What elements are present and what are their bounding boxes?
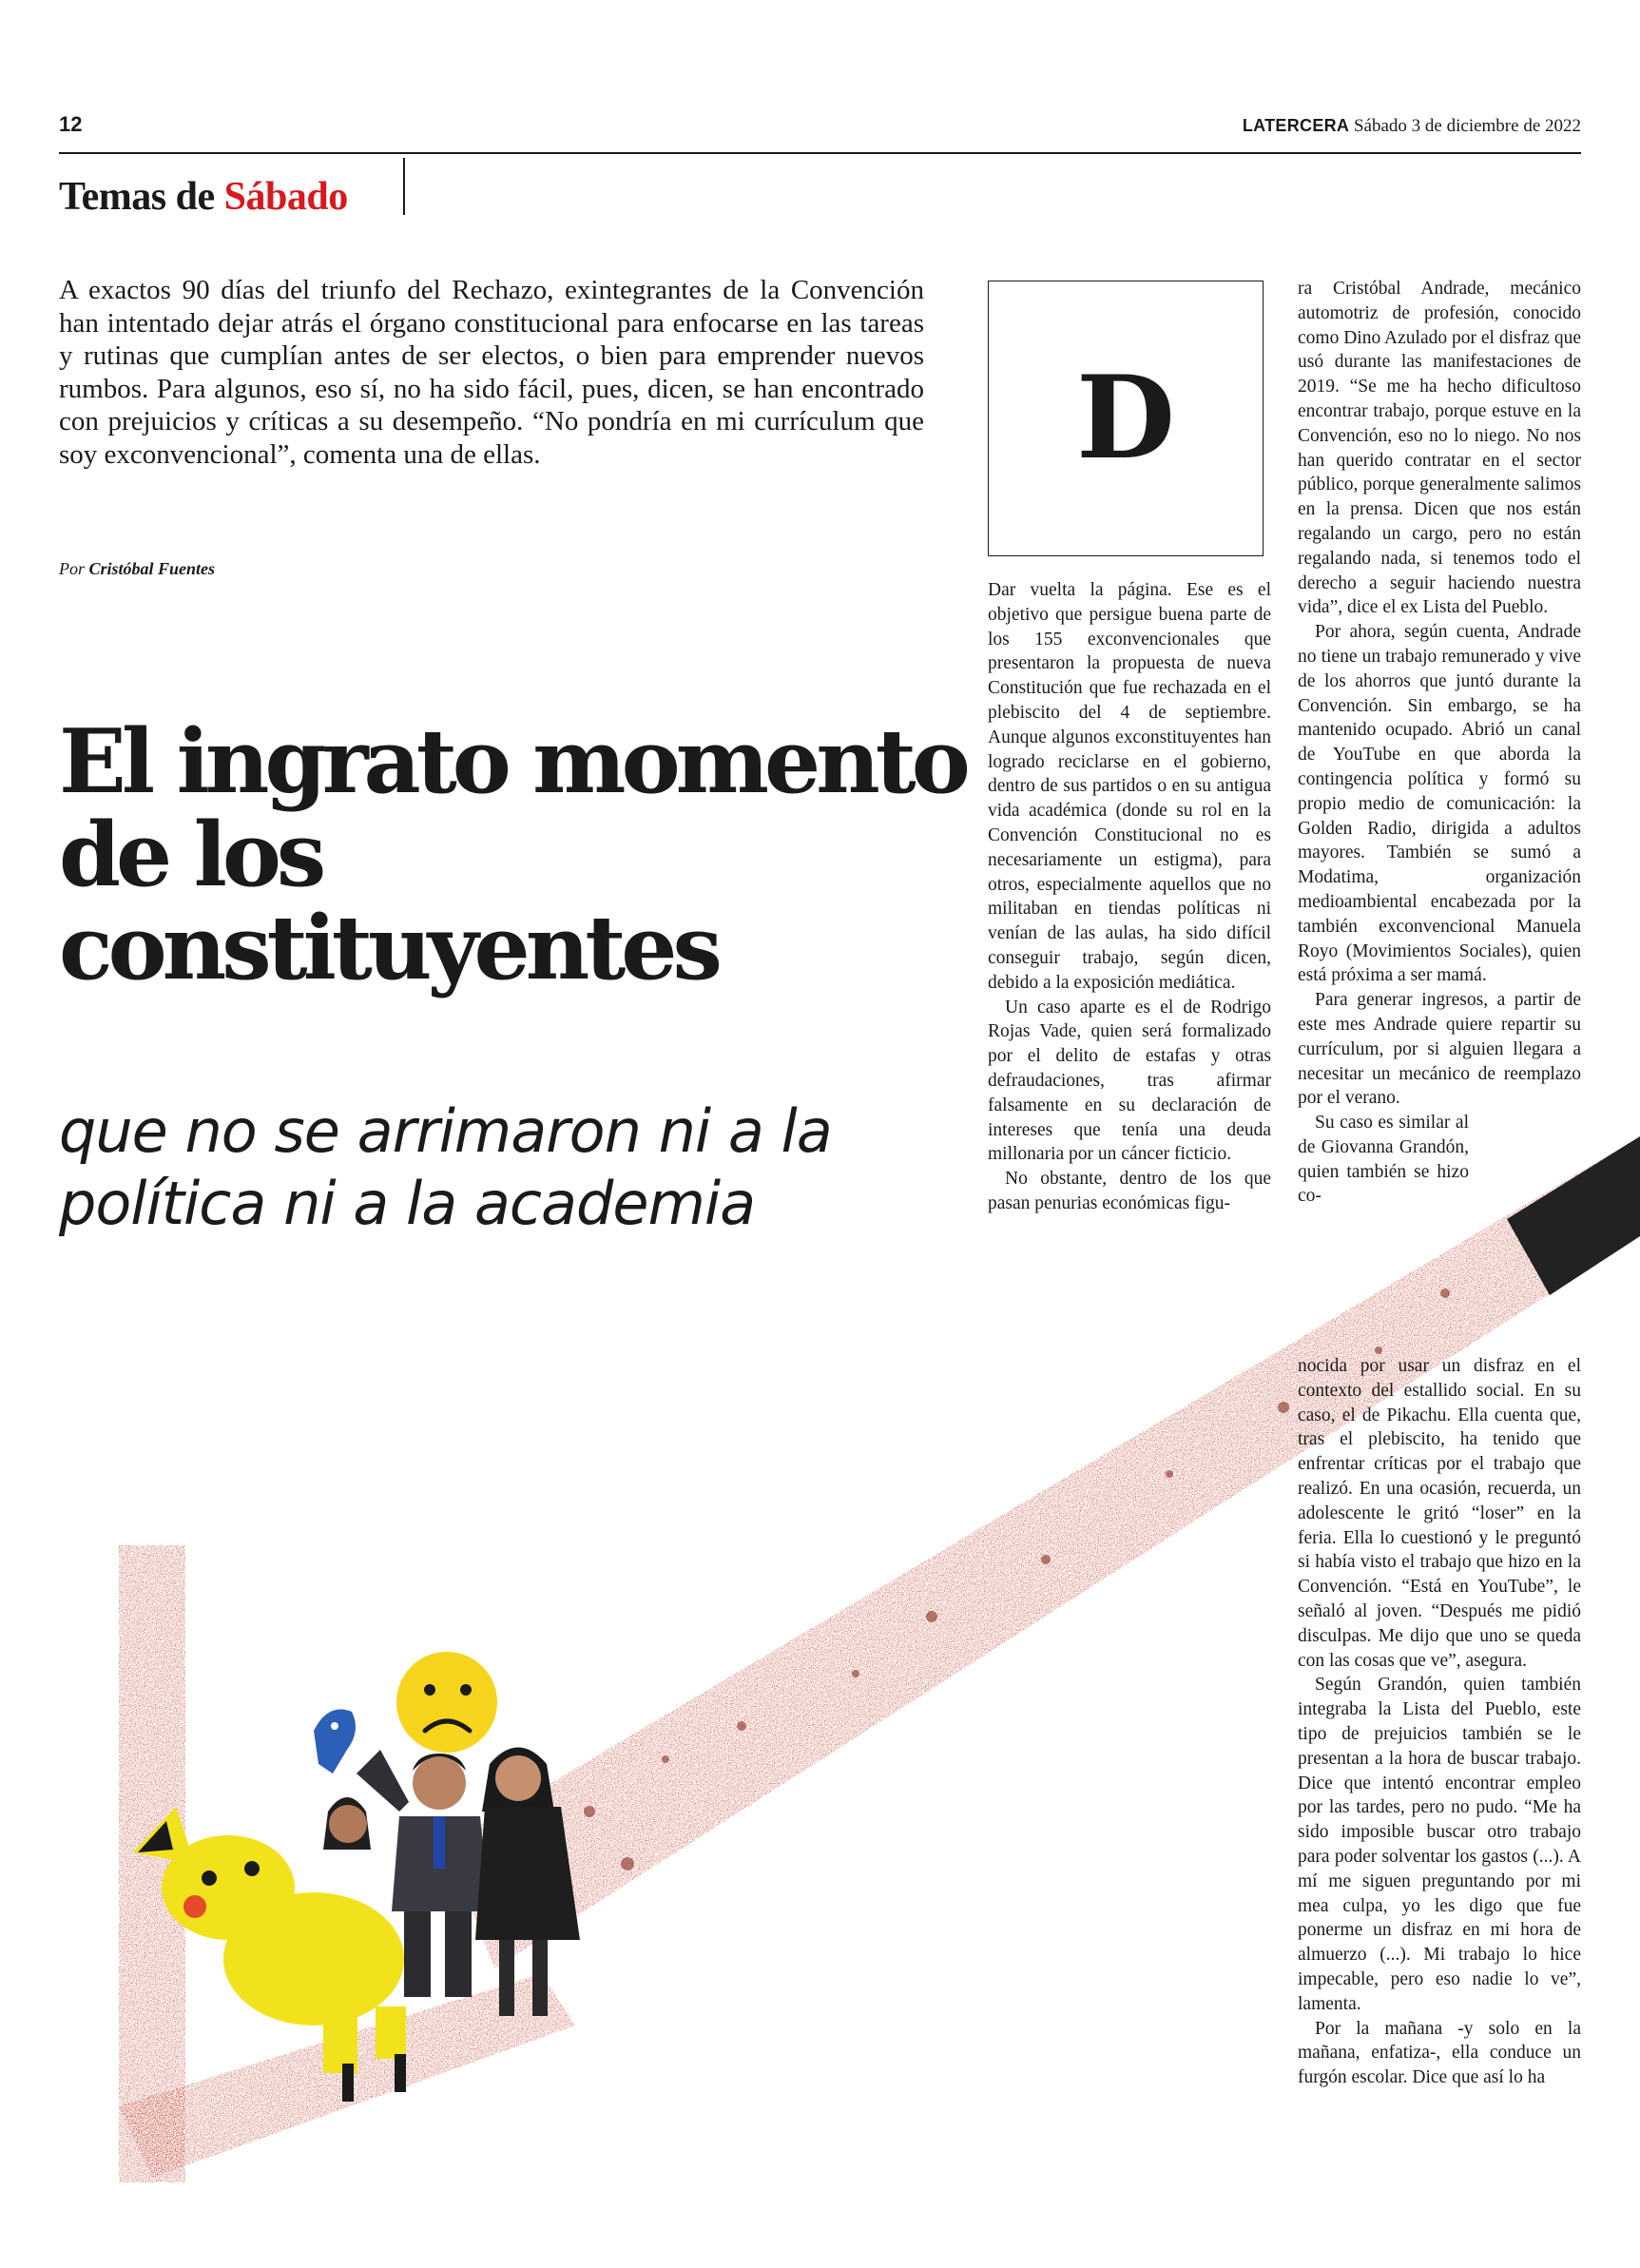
byline	[59, 559, 215, 579]
byline-prefix: Por	[59, 559, 89, 578]
body-column-2	[1298, 277, 1581, 1209]
section-accent: Sábado	[223, 175, 348, 219]
brand-name: LATERCERA	[1242, 116, 1350, 135]
paragraph: No obstante, dentro de los que pasan penurias económicas figu-	[988, 1169, 1271, 1213]
article-lead	[59, 274, 924, 471]
section-prefix: Temas de	[59, 175, 224, 219]
dino-puppet	[314, 1710, 356, 1774]
paragraph: Por la mañana -y solo en la mañana, enfatiza-, ella conduce un furgón escolar. Dice que así lo ha	[1298, 2018, 1581, 2088]
section-divider	[403, 158, 405, 215]
subheadline: que no se arrimaron ni a la política ni a la academia	[59, 1096, 832, 1238]
body-column-1	[988, 578, 1271, 1216]
drop-cap-box	[988, 281, 1264, 556]
page-number: 12	[59, 112, 83, 136]
headline: El ingrato momento de los constituyentes	[59, 709, 966, 999]
paragraph: Para generar ingresos, a partir de este mes Andrade quiere repartir su currículum, por si alguien llegara a necesitar un mecánico de reemplazo por el verano.	[1298, 990, 1581, 1109]
drop-cap-letter: D	[1075, 351, 1176, 485]
masthead	[1243, 116, 1581, 137]
section-title	[59, 174, 348, 220]
paragraph: Por ahora, según cuenta, Andrade no tiene un trabajo remunerado y vive de los ahorros que juntó durante la Convención. Sin embargo, se ha mantenido ocupado. Abrió un canal de YouTube en que aborda la contingencia política y formó su propio medio de comunicación: la Golden Radio, dirigida a adultos mayores. También se sumó a Modatima, organización medioambiental encabezada por la también exconvencional Manuela Royo (Movimientos Sociales), quien está próxima a ser mamá.	[1298, 622, 1581, 986]
paragraph: Su caso es similar al de Giovanna Grandón, quien también se hizo co-	[1298, 1113, 1469, 1207]
body-column-3	[1298, 1354, 1581, 2090]
paragraph: Dar vuelta la página. Ese es el objetivo que persigue buena parte de los 155 exconvencionales que presentaron la propuesta de nueva Constitución que fue rechazada en el plebiscito del 4 de septiembre. Aunque algunos exconstituyentes han logrado reciclarse en el gobierno, dentro de sus partidos o en su antigua vida académica (donde su rol en la Convención Constitucional no es necesariamente un estigma), para otros, especialmente aquellos que no militaban en tiendas políticas ni venían de las aulas, ha sido difícil conseguir trabajo, según dicen, debido a la exposición mediática.	[988, 580, 1271, 993]
paragraph: ra Cristóbal Andrade, mecánico automotriz de profesión, conocido como Dino Azulado por el disfraz que usó durante las manifestaciones de 2019. “Se me ha hecho dificultoso encontrar trabajo, porque estuve en la Convención, eso no lo niego. No nos han querido contratar en el sector público, porque generalmente salimos en la prensa. Dicen que nos están regalando un cargo, pero no están regalando nada, si tenemos todo el derecho a seguir haciendo nuestra vida”, dice el ex Lista del Pueblo.	[1298, 279, 1581, 618]
lead-text: A exactos 90 días del triunfo del Rechazo, exintegrantes de la Convención han intentado dejar atrás el órgano constitucional para enfocarse en las tareas y rutinas que cumplían antes de ser electos, o bien para emprender nuevos rumbos. Para algunos, eso sí, no ha sido fácil, pues, dicen, se han encontrado con prejuicios y críticas a su desempeño. “No pondría en mi currículum que soy exconvencional”, comenta una de ellas.	[59, 275, 924, 470]
byline-author: Cristóbal Fuentes	[88, 559, 216, 578]
paragraph: Un caso aparte es el de Rodrigo Rojas Vade, quien será formalizado por el delito de estafas y otras defraudaciones, tras afirmar falsamente en su declaración de intereses que tenía una deuda millonaria por un cáncer ficticio.	[988, 997, 1271, 1165]
paragraph: nocida por usar un disfraz en el contexto del estallido social. En su caso, el de Pikachu. Ella cuenta que, tras el plebiscito, ha tenido que enfrentar críticas por el trabajo que realizó. En una ocasión, recuerda, un adolescente le gritó “loser” en la feria. Ella lo cuestionó y le preguntó si había visto el trabajo que hizo en la Convención. “Está en YouTube”, le señaló al joven. “Después me pidió disculpas. Me dijo que uno se queda con las cosas que ve”, asegura.	[1298, 1356, 1581, 1671]
publication-date: Sábado 3 de diciembre de 2022	[1349, 116, 1581, 136]
person-woman-left	[323, 1797, 371, 1850]
sad-face-icon	[396, 1652, 497, 1753]
header-rule	[59, 152, 1581, 154]
paragraph: Según Grandón, quien también integraba la Lista del Pueblo, este tipo de prejuicios también se le presentan a la hora de buscar trabajo. Dice que intentó encontrar empleo por las tardes, pero no pudo. “Me ha sido imposible buscar otro trabajo para poder solventar los gastos (...). A mí me siguen preguntando por mi mea culpa, yo les digo que fue ponerme un disfraz en mi hora de almuerzo (...). Mi trabajo lo hice impecable, pero eso nadie lo ve”, lamenta.	[1298, 1675, 1581, 2014]
